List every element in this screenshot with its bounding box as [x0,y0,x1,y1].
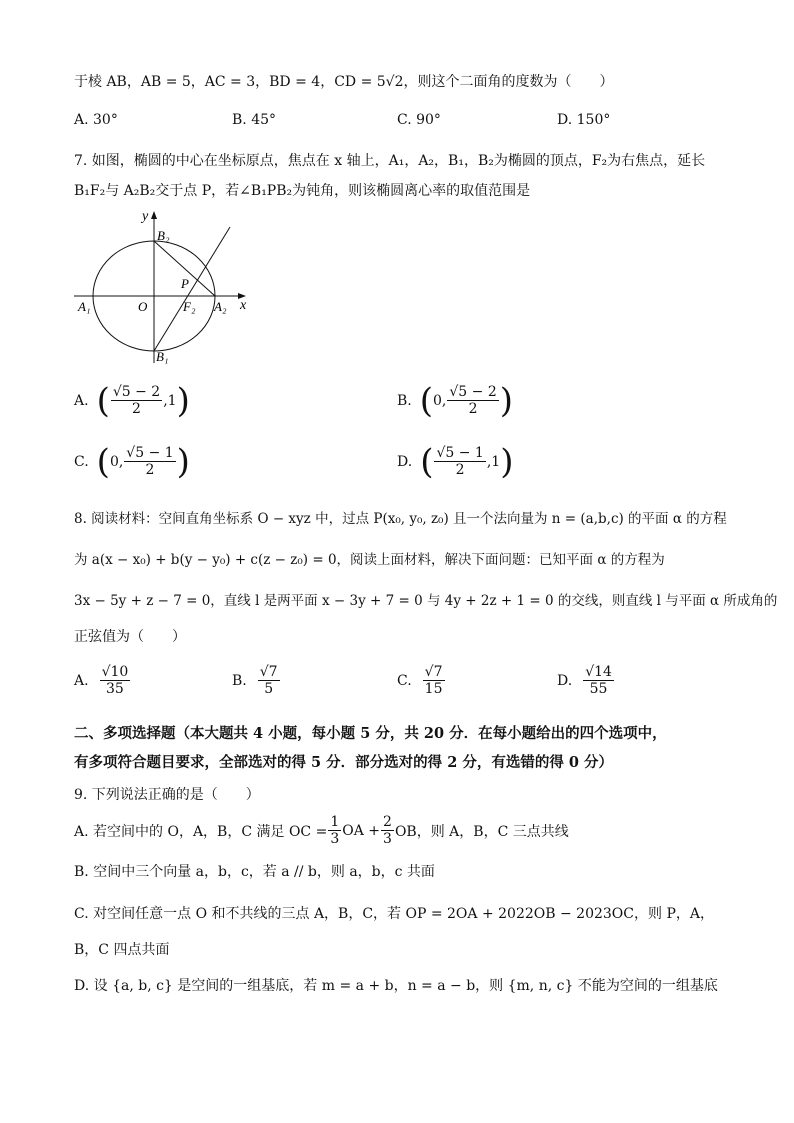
section2-title-line2: 有多项符合题目要求，全部选对的得 5 分．部分选对的得 2 分，有选错的得 0 分） [74,754,614,771]
q9-option-a: A. 若空间中的 O，A，B，C 满足 OC = $\frac{1}{3}$ OA + $\frac{2}{3}$ OB，则 A，B，C 三点共线 [74,814,569,847]
q8-option-b: B. $\frac{√7}{5}$ [232,664,278,697]
q8-stem-line2: 为 a(x − x₀) + b(y − y₀) + c(z − z₀) = 0，阅读上面材料，解决下面问题：已知平面 α 的方程为 [74,552,665,568]
q8-option-d: D. $\frac{√14}{55}$ [557,664,612,697]
label-b1: B₁ [156,349,169,364]
q8-stem-line4: 正弦值为（ ） [74,629,186,645]
fraction: $\frac{√10}{35}$ [101,664,129,697]
q7-option-c: C. ( 0, $\frac{√5 - 1}{2}$ ) [74,441,190,482]
fraction: $\frac{1}{3}$ [330,814,340,847]
fraction: $\frac{√5 - 2}{2}$ [449,384,497,417]
fraction: $\frac{√5 - 1}{2}$ [126,445,174,478]
q8-option-c: C. $\frac{√7}{15}$ [397,664,443,697]
q9-option-c-line2: B，C 四点共面 [74,942,170,958]
ellipse-figure [70,205,260,365]
label-f2: F₂ [183,299,196,314]
fraction: $\frac{√14}{55}$ [585,664,612,697]
fraction: $\frac{√5 - 1}{2}$ [436,445,484,478]
q6-option-a: A. 30° [74,112,118,128]
label-a1: A₁ [78,299,91,314]
q7-option-a: A. ( $\frac{√5 - 2}{2}$ ,1 ) [74,380,190,421]
q8-stem-line3: 3x − 5y + z − 7 = 0，直线 l 是两平面 x − 3y + 7 = 0 与 4y + 2z + 1 = 0 的交线，则直线 l 与平面 α 所成角的 [74,593,778,609]
q9-option-b: B. 空间中三个向量 a，b，c，若 a // b，则 a，b，c 共面 [74,864,435,880]
fraction: $\frac{√5 - 2}{2}$ [112,384,161,417]
q8-stem-line1: 8. 阅读材料：空间直角坐标系 O − xyz 中，过点 P(x₀, y₀, z₀) 且一个法向量为 n = (a,b,c) 的平面 α 的方程 [74,511,727,527]
label-y: y [142,209,149,224]
y-axis-arrow [151,211,157,219]
label-b2: B₂ [157,228,170,243]
q6-option-b: B. 45° [232,112,277,128]
q6-stem-tail: 于棱 AB，AB = 5，AC = 3，BD = 4，CD = 5√2，则这个二面角的度数为（ ） [74,74,614,90]
fraction: $\frac{√7}{15}$ [424,664,443,697]
q6-option-c: C. 90° [397,112,441,128]
q6-option-d: D. 150° [557,112,611,128]
q7-option-b: B. ( 0, $\frac{√5 - 2}{2}$ ) [397,380,514,421]
line-b1-f2 [154,227,230,351]
fraction: $\frac{2}{3}$ [383,814,392,847]
q9-option-c-line1: C. 对空间任意一点 O 和不共线的三点 A，B，C，若 OP = 2OA + 2022OB − 2023OC，则 P，A， [74,906,714,922]
q7-stem-line1: 7. 如图，椭圆的中心在坐标原点，焦点在 x 轴上，A₁，A₂，B₁，B₂为椭圆的顶点，F₂为右焦点，延长 [74,153,706,169]
label-a2: A₂ [214,299,227,314]
label-p: P [181,276,189,291]
q9-option-d: D. 设 {a, b, c} 是空间的一组基底，若 m = a + b，n = a − b，则 {m, n, c} 不能为空间的一组基底 [74,978,718,994]
label-x: x [240,298,247,313]
fraction: $\frac{√7}{5}$ [259,664,278,697]
section2-title-line1: 二、多项选择题（本大题共 4 小题，每小题 5 分，共 20 分．在每小题给出的四个选项中， [74,725,667,742]
label-o: O [138,299,148,314]
q9-stem: 9. 下列说法正确的是（ ） [74,787,260,803]
q8-option-a: A. $\frac{√10}{35}$ [74,664,129,697]
q7-stem-line2: B₁F₂与 A₂B₂交于点 P，若∠B₁PB₂为钝角，则该椭圆离心率的取值范围是 [74,183,531,199]
q7-option-d: D. ( $\frac{√5 - 1}{2}$ ,1 ) [397,441,514,482]
